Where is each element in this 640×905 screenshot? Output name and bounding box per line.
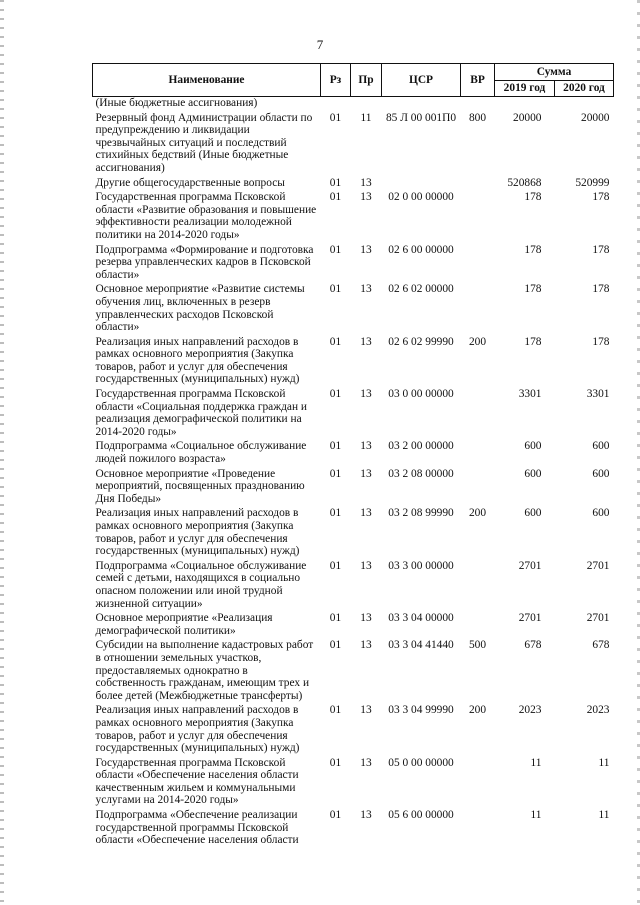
row-vr <box>461 440 495 467</box>
row-pr: 13 <box>360 283 372 296</box>
row-sum-2020: 2701 <box>586 559 610 572</box>
row-rz: 01 <box>329 639 342 652</box>
row-sum-2020: 178 <box>592 191 610 204</box>
row-sum-2019: 600 <box>524 467 542 480</box>
row-vr <box>461 388 495 440</box>
row-vr <box>461 283 495 335</box>
row-name: Подпрограмма «Обеспечение реализации государственной программы Псковской области «Обеспечение населения области <box>95 809 299 847</box>
row-vr <box>461 468 495 508</box>
row-name: Подпрограмма «Социальное обслуживание семей с детьми, находящихся в социально опасном положении или иной трудной жизненной ситуации» <box>95 559 307 610</box>
row-pr: 13 <box>360 704 372 717</box>
row-vr: 200 <box>468 335 487 348</box>
row-vr <box>461 612 495 639</box>
row-vr: 500 <box>468 639 487 652</box>
header-name: Наименование <box>93 64 321 97</box>
row-name: Подпрограмма «Формирование и подготовка резерва управленческих кадров в Псковской области» <box>95 243 314 281</box>
row-sum-2020: 2023 <box>586 704 610 717</box>
row-rz: 01 <box>329 809 342 822</box>
row-vr <box>461 757 495 809</box>
row-pr: 13 <box>360 756 372 769</box>
row-rz: 01 <box>329 704 342 717</box>
row-sum-2020: 600 <box>592 440 610 453</box>
table-header <box>93 64 614 97</box>
row-csr: 05 6 00 00000 <box>388 809 454 822</box>
row-sum-2019: 2023 <box>518 704 542 717</box>
row-vr <box>461 809 495 849</box>
row-pr <box>351 97 382 112</box>
row-rz: 01 <box>329 243 342 256</box>
row-rz: 01 <box>329 467 342 480</box>
page-number: 7 <box>316 37 324 52</box>
row-pr: 13 <box>360 440 372 453</box>
row-name: Государственная программа Псковской области «Обеспечение населения области качественным жильем и коммунальными услугами на 2014-2020 годы» <box>95 756 299 807</box>
row-vr <box>461 560 495 612</box>
row-sum-2019: 178 <box>524 243 542 256</box>
row-csr: 03 0 00 00000 <box>388 388 454 401</box>
row-name: Основное мероприятие «Развитие системы обучения лиц, включенных в резерв управленческих расходов Псковской области» <box>95 283 305 334</box>
row-csr <box>382 177 461 192</box>
row-vr <box>461 177 495 192</box>
row-pr: 13 <box>360 639 372 652</box>
row-vr <box>461 244 495 284</box>
row-sum-2020: 2701 <box>586 612 610 625</box>
row-pr: 11 <box>360 111 372 124</box>
row-name: Реализация иных направлений расходов в рамках основного мероприятия (Закупка товаров, работ и услуг для обеспечения государственных (муниципальных) нужд) <box>95 507 300 558</box>
row-rz: 01 <box>329 756 342 769</box>
row-name: Государственная программа Псковской области «Социальная поддержка граждан и реализация демографической политики на 2014-2020 годы» <box>95 388 307 438</box>
row-pr: 13 <box>360 467 372 480</box>
header-pr: Пр <box>351 64 382 97</box>
row-pr: 13 <box>360 335 372 348</box>
table-body <box>93 97 614 849</box>
table-row <box>93 809 614 849</box>
row-sum-2020: 11 <box>598 809 610 822</box>
table-row <box>93 612 614 639</box>
table-row <box>93 97 614 112</box>
row-sum-2019: 678 <box>524 639 542 652</box>
row-pr: 13 <box>360 507 372 520</box>
table-row <box>93 177 614 192</box>
row-csr: 05 0 00 00000 <box>388 756 454 769</box>
row-sum-2020: 178 <box>592 243 610 256</box>
row-name: Реализация иных направлений расходов в рамках основного мероприятия (Закупка товаров, работ и услуг для обеспечения государственных (муниципальных) нужд) <box>95 335 300 386</box>
row-csr: 02 6 02 99990 <box>388 335 454 348</box>
header-2020: 2020 год <box>555 81 614 97</box>
row-name: Резервный фонд Администрации области по предупреждению и ликвидации чрезвычайных ситуаций и последствий стихийных бедствий (Иные бюджетные ассигнования) <box>95 111 313 174</box>
table-row <box>93 388 614 440</box>
row-pr: 13 <box>360 176 372 189</box>
row-name: Основное мероприятие «Реализация демографической политики» <box>95 612 273 637</box>
table-row <box>93 191 614 243</box>
row-pr: 13 <box>360 612 372 625</box>
budget-table <box>92 63 614 849</box>
row-rz: 01 <box>329 559 342 572</box>
row-csr: 02 6 00 00000 <box>388 243 454 256</box>
header-sum: Сумма <box>495 64 614 81</box>
row-rz: 01 <box>329 335 342 348</box>
row-csr: 85 Л 00 001П0 <box>385 111 457 124</box>
row-pr: 13 <box>360 809 372 822</box>
row-rz: 01 <box>329 283 342 296</box>
row-name: Субсидии на выполнение кадастровых работ в отношении земельных участков, предоставляемых однократно в собственность гражданам, имеющим трех и более детей (Межбюджетные трансферты) <box>95 639 314 702</box>
table-row <box>93 468 614 508</box>
row-sum-2019: 3301 <box>518 388 542 401</box>
row-csr: 03 3 04 41440 <box>388 639 454 652</box>
header-2019: 2019 год <box>495 81 555 97</box>
row-csr: 03 3 00 00000 <box>388 559 454 572</box>
row-pr: 13 <box>360 559 372 572</box>
row-name: Другие общегосударственные вопросы <box>95 176 285 189</box>
row-sum-2020: 600 <box>592 507 610 520</box>
table-row <box>93 704 614 756</box>
row-rz: 01 <box>329 612 342 625</box>
row-rz: 01 <box>329 440 342 453</box>
row-csr: 03 3 04 99990 <box>388 704 454 717</box>
row-sum-2019: 178 <box>524 335 542 348</box>
row-sum-2019: 600 <box>524 507 542 520</box>
table-row <box>93 560 614 612</box>
row-vr <box>461 97 495 112</box>
header-csr: ЦСР <box>382 64 461 97</box>
row-csr <box>382 97 461 112</box>
header-rz: Рз <box>321 64 351 97</box>
table-row <box>93 244 614 284</box>
row-rz: 01 <box>329 176 342 189</box>
scan-edge-left <box>0 0 4 905</box>
row-pr: 13 <box>360 243 372 256</box>
table-row <box>93 336 614 388</box>
row-sum-2020: 11 <box>598 756 610 769</box>
row-vr: 200 <box>468 507 487 520</box>
row-csr: 03 2 08 99990 <box>388 507 454 520</box>
row-sum-2019: 520868 <box>507 176 542 189</box>
table-row <box>93 283 614 335</box>
row-rz: 01 <box>329 388 342 401</box>
row-sum-2019: 178 <box>524 283 542 296</box>
table-row <box>93 757 614 809</box>
row-sum-2019: 11 <box>530 809 542 822</box>
row-name: Подпрограмма «Социальное обслуживание людей пожилого возраста» <box>95 440 307 466</box>
row-sum-2020: 178 <box>592 283 610 296</box>
row-rz: 01 <box>329 191 342 204</box>
row-csr: 03 2 00 00000 <box>388 440 454 453</box>
row-csr: 02 6 02 00000 <box>388 283 454 296</box>
header-vr: ВР <box>461 64 495 97</box>
row-sum-2020: 678 <box>592 639 610 652</box>
row-sum-2019: 600 <box>524 440 542 453</box>
row-sum-2020: 3301 <box>586 388 610 401</box>
row-sum-2020: 600 <box>592 467 610 480</box>
row-name: Реализация иных направлений расходов в рамках основного мероприятия (Закупка товаров, работ и услуг для обеспечения государственных (муниципальных) нужд) <box>95 704 300 755</box>
row-sum-2020 <box>555 97 614 112</box>
row-sum-2019: 20000 <box>513 111 542 124</box>
table-row <box>93 440 614 467</box>
row-pr: 13 <box>360 191 372 204</box>
row-sum-2019 <box>495 97 555 112</box>
row-pr: 13 <box>360 388 372 401</box>
row-sum-2019: 2701 <box>518 559 542 572</box>
row-vr: 800 <box>468 111 487 124</box>
table-row <box>93 507 614 559</box>
row-sum-2020: 520999 <box>575 176 610 189</box>
row-sum-2019: 11 <box>530 756 542 769</box>
row-rz: 01 <box>329 111 342 124</box>
row-csr: 03 3 04 00000 <box>388 612 454 625</box>
row-rz <box>321 97 351 112</box>
row-csr: 03 2 08 00000 <box>388 467 454 480</box>
row-sum-2019: 2701 <box>518 612 542 625</box>
row-csr: 02 0 00 00000 <box>388 191 454 204</box>
row-vr <box>461 191 495 243</box>
row-sum-2020: 178 <box>592 335 610 348</box>
row-sum-2019: 178 <box>524 191 542 204</box>
table-row <box>93 112 614 177</box>
table-row <box>93 639 614 704</box>
row-sum-2020: 20000 <box>581 111 610 124</box>
row-name: Государственная программа Псковской области «Развитие образования и повышение эффективности реализации молодежной политики на 2014-2020 годы» <box>95 191 317 241</box>
row-vr: 200 <box>468 704 487 717</box>
row-name: (Иные бюджетные ассигнования) <box>95 97 258 109</box>
row-rz: 01 <box>329 507 342 520</box>
row-name: Основное мероприятие «Проведение мероприятий, посвященных празднованию Дня Победы» <box>95 467 305 505</box>
